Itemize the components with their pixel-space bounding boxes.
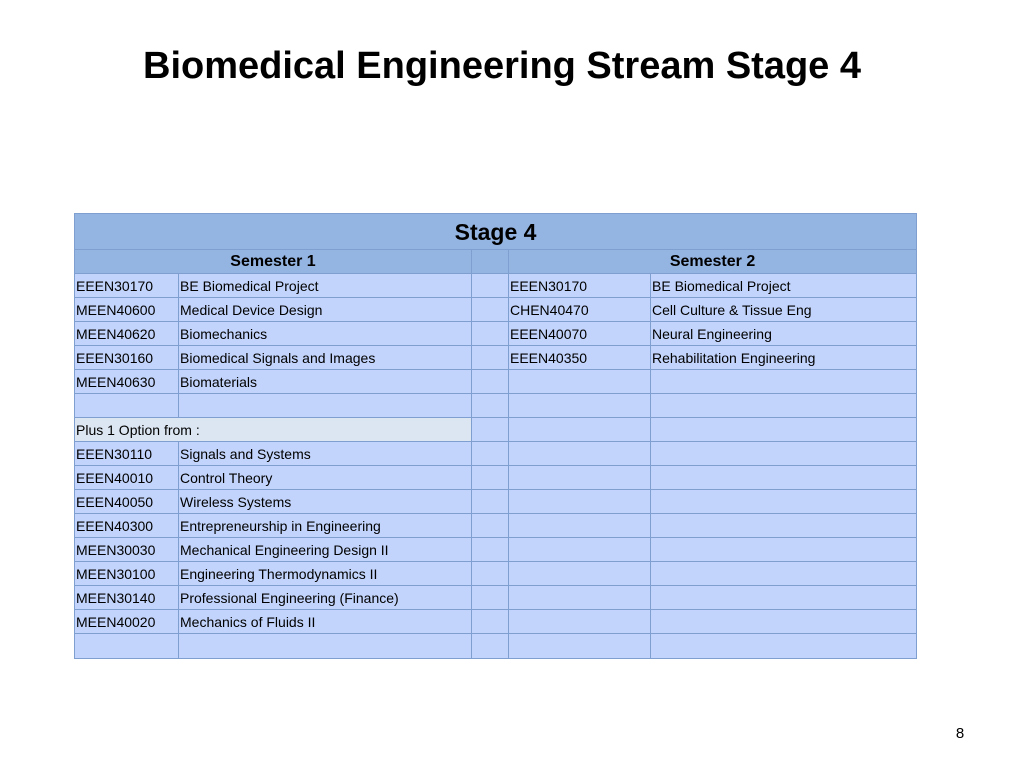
stage-label: Stage 4 [75, 214, 917, 250]
blank-row [75, 394, 917, 418]
sem2-module-code [509, 442, 651, 466]
spacer-cell [472, 610, 509, 634]
sem2-module-name [651, 370, 917, 394]
spacer-cell [472, 466, 509, 490]
table-row [75, 442, 917, 466]
option-module-name: Mechanics of Fluids II [179, 610, 472, 634]
option-module-name: Control Theory [179, 466, 472, 490]
sem1-module-code [75, 394, 179, 418]
table-row [75, 466, 917, 490]
sem1-module-name [179, 394, 472, 418]
sem2-module-code [509, 586, 651, 610]
sem1-module-name [179, 634, 472, 659]
sem2-module-name [651, 490, 917, 514]
table-row [75, 538, 917, 562]
sem2-module-code: EEEN40350 [509, 346, 651, 370]
table-row [75, 562, 917, 586]
spacer-cell [472, 538, 509, 562]
spacer-cell [472, 394, 509, 418]
option-module-name: Entrepreneurship in Engineering [179, 514, 472, 538]
table-row [75, 514, 917, 538]
sem2-module-code [509, 394, 651, 418]
semester-header-row [75, 250, 917, 274]
blank-row [75, 634, 917, 659]
sem1-module-code: EEEN30160 [75, 346, 179, 370]
sem2-module-name [651, 514, 917, 538]
sem2-module-name [651, 562, 917, 586]
spacer-cell [472, 274, 509, 298]
sem2-module-name: Cell Culture & Tissue Eng [651, 298, 917, 322]
sem2-module-code [509, 634, 651, 659]
sem2-module-name [651, 466, 917, 490]
table-row [75, 586, 917, 610]
table-row [75, 490, 917, 514]
course-table-body [75, 214, 917, 659]
sem2-module-code [509, 418, 651, 442]
sem1-module-name: BE Biomedical Project [179, 274, 472, 298]
option-module-name: Mechanical Engineering Design II [179, 538, 472, 562]
spacer-cell [472, 346, 509, 370]
spacer-cell [472, 490, 509, 514]
sem2-module-name: Rehabilitation Engineering [651, 346, 917, 370]
option-module-name: Signals and Systems [179, 442, 472, 466]
option-module-code: EEEN30110 [75, 442, 179, 466]
option-module-code: EEEN40300 [75, 514, 179, 538]
spacer-cell [472, 418, 509, 442]
semester2-label: Semester 2 [509, 250, 917, 274]
sem1-module-name: Medical Device Design [179, 298, 472, 322]
sem2-module-code [509, 514, 651, 538]
stage-header-row [75, 214, 917, 250]
spacer-cell [472, 514, 509, 538]
sem2-module-name: BE Biomedical Project [651, 274, 917, 298]
sem2-module-name [651, 586, 917, 610]
option-module-name: Wireless Systems [179, 490, 472, 514]
sem1-module-code: MEEN40630 [75, 370, 179, 394]
page-number: 8 [955, 725, 965, 742]
sem2-module-code [509, 538, 651, 562]
sem2-module-name [651, 418, 917, 442]
sem2-module-code [509, 562, 651, 586]
sem2-module-code [509, 490, 651, 514]
slide-title: Biomedical Engineering Stream Stage 4 [143, 45, 861, 87]
table-row [75, 370, 917, 394]
sem2-module-code: CHEN40470 [509, 298, 651, 322]
sem2-module-name: Neural Engineering [651, 322, 917, 346]
sem2-module-code [509, 370, 651, 394]
sem2-module-code: EEEN30170 [509, 274, 651, 298]
sem2-module-name [651, 538, 917, 562]
spacer-cell [472, 586, 509, 610]
option-label: Plus 1 Option from : [75, 418, 472, 442]
spacer-cell [472, 322, 509, 346]
option-module-code: MEEN30100 [75, 562, 179, 586]
sem1-module-name: Biomechanics [179, 322, 472, 346]
sem1-module-code: MEEN40600 [75, 298, 179, 322]
spacer-cell [472, 250, 509, 274]
sem1-module-name: Biomaterials [179, 370, 472, 394]
sem2-module-name [651, 634, 917, 659]
table-row [75, 298, 917, 322]
option-module-code: EEEN40050 [75, 490, 179, 514]
spacer-cell [472, 634, 509, 659]
spacer-cell [472, 562, 509, 586]
spacer-cell [472, 370, 509, 394]
spacer-cell [472, 442, 509, 466]
sem2-module-name [651, 610, 917, 634]
sem1-module-name: Biomedical Signals and Images [179, 346, 472, 370]
sem1-module-code: EEEN30170 [75, 274, 179, 298]
table-row [75, 274, 917, 298]
table-row [75, 610, 917, 634]
option-module-code: MEEN30030 [75, 538, 179, 562]
table-row [75, 322, 917, 346]
option-module-code: MEEN40020 [75, 610, 179, 634]
semester1-label: Semester 1 [75, 250, 472, 274]
option-module-code: MEEN30140 [75, 586, 179, 610]
spacer-cell [472, 298, 509, 322]
option-module-name: Engineering Thermodynamics II [179, 562, 472, 586]
sem2-module-code: EEEN40070 [509, 322, 651, 346]
course-table [74, 213, 917, 659]
sem2-module-code [509, 610, 651, 634]
sem2-module-name [651, 394, 917, 418]
option-heading-row [75, 418, 917, 442]
sem1-module-code: MEEN40620 [75, 322, 179, 346]
option-module-name: Professional Engineering (Finance) [179, 586, 472, 610]
option-module-code: EEEN40010 [75, 466, 179, 490]
sem2-module-code [509, 466, 651, 490]
sem1-module-code [75, 634, 179, 659]
sem2-module-name [651, 442, 917, 466]
table-row [75, 346, 917, 370]
